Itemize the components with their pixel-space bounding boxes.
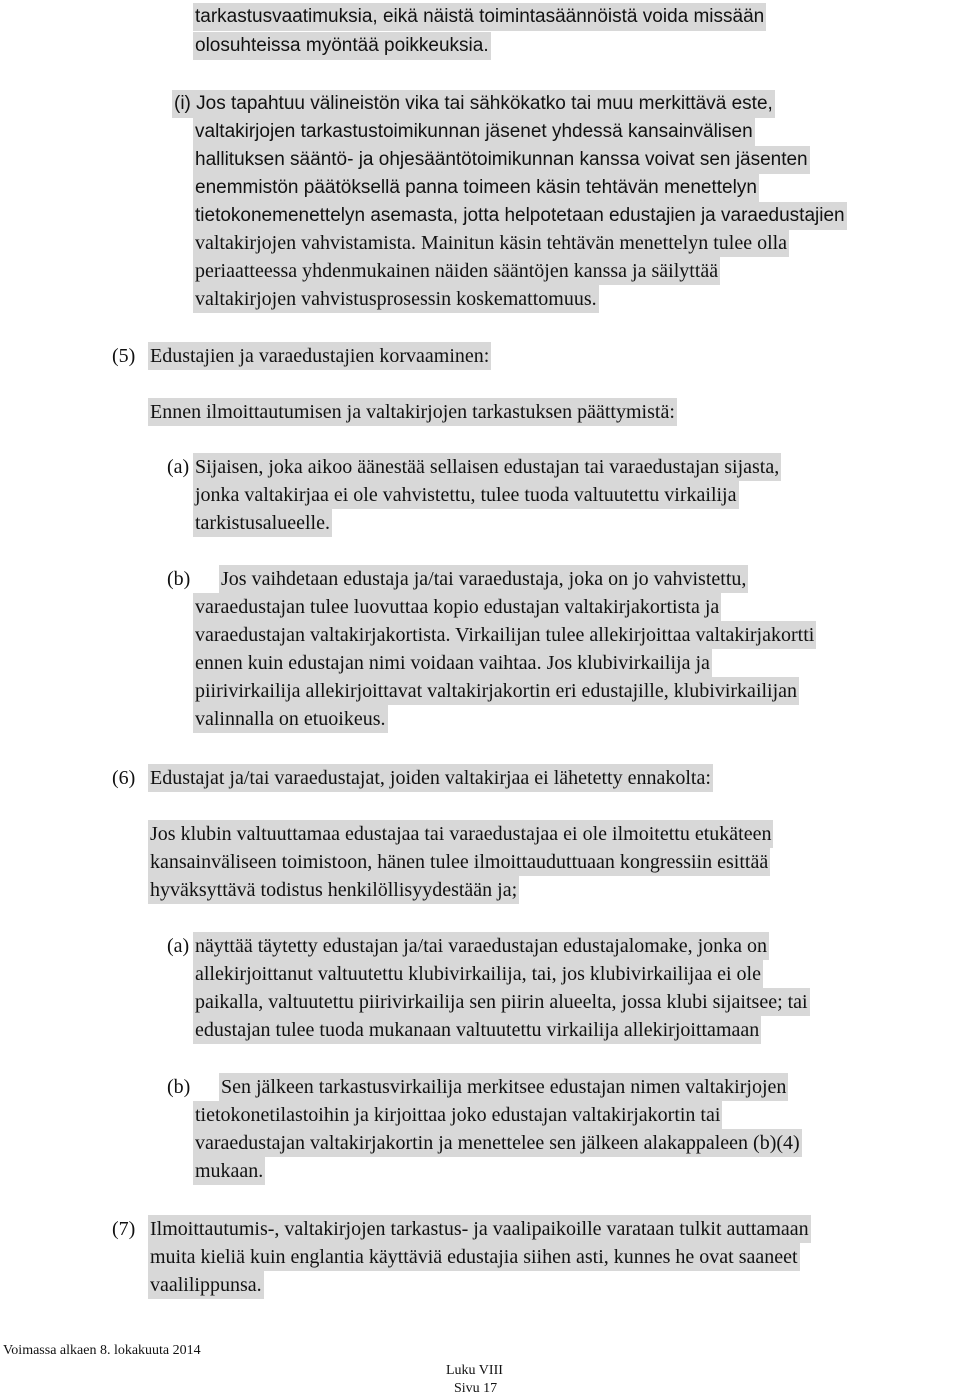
text-line: edustajan tulee tuoda mukanaan valtuutettu virkailija allekirjoittamaan [193, 1016, 761, 1044]
text-line: valtakirjojen vahvistusprosessin koskemattomuus. [193, 285, 599, 313]
section-title: Edustajien ja varaedustajien korvaaminen: [148, 342, 491, 370]
text-line: tietokonemenettelyn asemasta, jotta helpotetaan edustajien ja varaedustajien [193, 202, 847, 230]
text-line: ennen kuin edustajan nimi voidaan vaihtaa. Jos klubivirkailija ja [193, 649, 712, 677]
text-line: tarkastusvaatimuksia, eikä näistä toimintasäännöistä voida missään [193, 3, 766, 31]
text-line: periaatteessa yhdenmukainen näiden sääntöjen kanssa ja säilyttää [193, 257, 720, 285]
item-marker: (b) [167, 1076, 191, 1098]
text-line: Jos klubin valtuuttamaa edustajaa tai varaedustajaa ei ole ilmoitettu etukäteen [148, 820, 773, 848]
text-line: varaedustajan tulee luovuttaa kopio edustajan valtakirjakortista ja [193, 593, 721, 621]
text-line: Sijaisen, joka aikoo äänestää sellaisen edustajan tai varaedustajan sijasta, [193, 453, 781, 481]
text-line: hallituksen sääntö- ja ohjesääntötoimikunnan kanssa voivat sen jäsenten [193, 146, 810, 174]
subheading: Ennen ilmoittautumisen ja valtakirjojen tarkastuksen päättymistä: [148, 398, 677, 426]
text-line: valtakirjojen tarkastustoimikunnan jäsenet yhdessä kansainvälisen [193, 118, 755, 146]
text-line: mukaan. [193, 1157, 265, 1185]
text-line: paikalla, valtuutettu piirivirkailija sen piirin alueelta, jossa klubi sijaitsee; tai [193, 988, 810, 1016]
text-line: näyttää täytetty edustajan ja/tai varaedustajan edustajalomake, jonka on [193, 932, 769, 960]
text-line: Sen jälkeen tarkastusvirkailija merkitsee edustajan nimen valtakirjojen [219, 1073, 788, 1101]
text-line: vaalilippunsa. [148, 1271, 264, 1299]
text-line: hyväksyttävä todistus henkilöllisyydestään ja; [148, 876, 519, 904]
section-marker: (6) [112, 767, 136, 789]
text-line: jonka valtakirjaa ei ole vahvistettu, tulee tuoda valtuutettu virkailija [193, 481, 739, 509]
text-line: Jos vaihdetaan edustaja ja/tai varaedustaja, joka on jo vahvistettu, [219, 565, 748, 593]
footer-page-number: Sivu 17 [454, 1381, 498, 1396]
text-line: Ilmoittautumis-, valtakirjojen tarkastus- ja vaalipaikoille varataan tulkit auttamaan [148, 1215, 811, 1243]
text-line: kansainväliseen toimistoon, hänen tulee ilmoittauduttuaan kongressiin esittää [148, 848, 770, 876]
text-line: valtakirjojen vahvistamista. Mainitun käsin tehtävän menettelyn tulee olla [193, 229, 789, 257]
text-line: piirivirkailija allekirjoittavat valtakirjakortin eri edustajille, klubivirkailijan [193, 677, 799, 705]
text-line: olosuhteissa myöntää poikkeuksia. [193, 32, 491, 60]
text-line: tietokonetilastoihin ja kirjoittaa joko edustajan valtakirjakortin tai [193, 1101, 722, 1129]
text-line: (i) Jos tapahtuu välineistön vika tai sähkökatko tai muu merkittävä este, [172, 90, 775, 118]
text-line: enemmistön päätöksellä panna toimeen käsin tehtävän menettelyn [193, 174, 759, 202]
item-marker: (b) [167, 568, 191, 590]
section-title: Edustajat ja/tai varaedustajat, joiden valtakirjaa ei lähetetty ennakolta: [148, 764, 713, 792]
footer-effective-date: Voimassa alkaen 8. lokakuuta 2014 [3, 1343, 201, 1358]
footer-chapter: Luku VIII [446, 1363, 503, 1378]
text-line: allekirjoittanut valtuutettu klubivirkailija, tai, jos klubivirkailijaa ei ole [193, 960, 763, 988]
item-marker: (a) [167, 456, 190, 478]
text-line: muita kieliä kuin englantia käyttäviä edustajia siihen asti, kunnes he ovat saaneet [148, 1243, 800, 1271]
text-line: varaedustajan valtakirjakortin ja menettelee sen jälkeen alakappaleen (b)(4) [193, 1129, 802, 1157]
text-line: tarkistusalueelle. [193, 509, 332, 537]
section-marker: (7) [112, 1218, 136, 1240]
section-marker: (5) [112, 345, 136, 367]
text-line: valinnalla on etuoikeus. [193, 705, 388, 733]
item-marker: (a) [167, 935, 190, 957]
text-line: varaedustajan valtakirjakortista. Virkailijan tulee allekirjoittaa valtakirjakortti [193, 621, 816, 649]
